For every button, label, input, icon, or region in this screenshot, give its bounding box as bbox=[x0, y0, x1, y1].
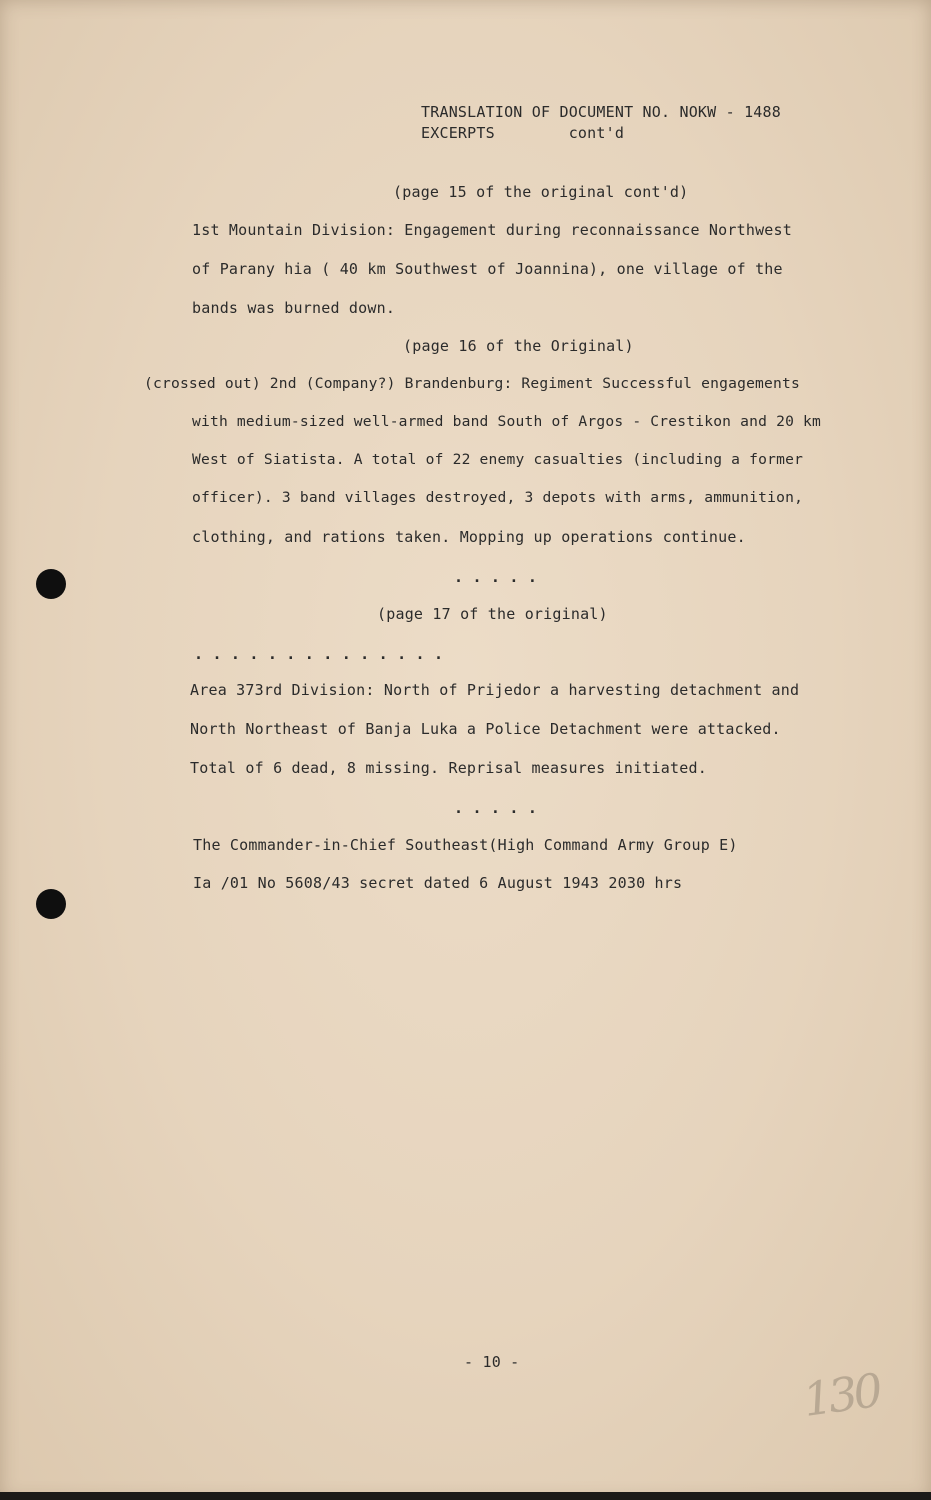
signature-line1: The Commander-in-Chief Southeast(High Command Army Group E) bbox=[193, 836, 738, 854]
para3-line1: Area 373rd Division: North of Prijedor a harvesting detachment and bbox=[190, 681, 800, 699]
para1-line3: bands was burned down. bbox=[192, 299, 396, 317]
para1-line2: of Parany hia ( 40 km Southwest of Joannina), one village of the bbox=[192, 260, 783, 278]
page-ref-17: (page 17 of the original) bbox=[377, 605, 608, 623]
page-ref-16: (page 16 of the Original) bbox=[403, 337, 634, 355]
punch-hole-bottom bbox=[36, 889, 66, 919]
para2-line5: clothing, and rations taken. Mopping up operations continue. bbox=[192, 528, 746, 546]
signature-line2: Ia /01 No 5608/43 secret dated 6 August 1943 2030 hrs bbox=[193, 874, 683, 892]
para3-line2: North Northeast of Banja Luka a Police Detachment were attacked. bbox=[190, 720, 781, 738]
page-number: - 10 - bbox=[464, 1353, 520, 1371]
para2-line2: with medium-sized well-armed band South of Argos - Crestikon and 20 km bbox=[192, 413, 822, 430]
document-title: TRANSLATION OF DOCUMENT NO. NOKW - 1488 bbox=[421, 103, 781, 121]
para3-line3: Total of 6 dead, 8 missing. Reprisal measures initiated. bbox=[190, 759, 707, 777]
para2-line3: West of Siatista. A total of 22 enemy casualties (including a former bbox=[192, 451, 804, 468]
punch-hole-top bbox=[36, 569, 66, 599]
document-subtitle: EXCERPTS cont'd bbox=[421, 124, 625, 142]
separator-dots-2: . . . . . . . . . . . . . . bbox=[194, 645, 444, 663]
para2-line1: (crossed out) 2nd (Company?) Brandenburg: Regiment Successful engagements bbox=[144, 375, 800, 392]
separator-dots-3: . . . . . bbox=[454, 799, 538, 817]
para2-line4: officer). 3 band villages destroyed, 3 depots with arms, ammunition, bbox=[192, 489, 804, 506]
handwritten-page-number: 130 bbox=[799, 1362, 883, 1428]
para1-line1: 1st Mountain Division: Engagement during reconnaissance Northwest bbox=[192, 221, 792, 239]
separator-dots-1: . . . . . bbox=[454, 568, 538, 586]
page-ref-15: (page 15 of the original cont'd) bbox=[393, 183, 689, 201]
scan-bottom-edge bbox=[0, 1492, 931, 1500]
